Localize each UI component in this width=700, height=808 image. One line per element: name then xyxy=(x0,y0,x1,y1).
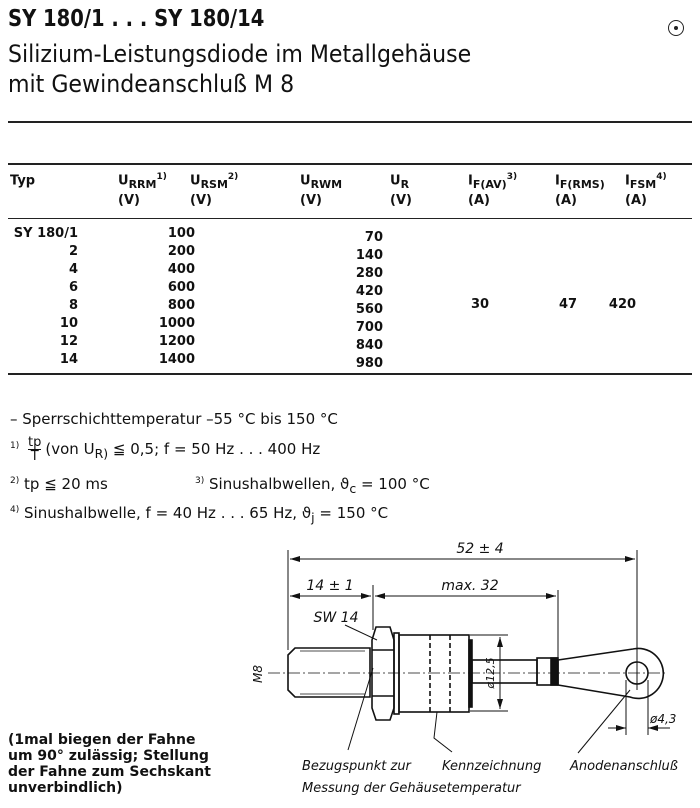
subtitle-line-2: mit Gewindeanschluß M 8 xyxy=(8,70,295,98)
footnote-3-mark: 3) xyxy=(195,476,205,486)
diode-outline xyxy=(288,627,663,720)
cell-urrm-ursm: 100 xyxy=(167,226,195,241)
cell-urwm: 140 xyxy=(355,248,383,263)
cell-typ: SY 180/1 xyxy=(13,226,78,241)
header-subscript: RSM xyxy=(200,177,228,191)
footnote-1-text: (von U xyxy=(45,440,95,458)
bend-note-line: um 90° zulässig; Stellung xyxy=(8,748,209,764)
header-unit: (V) xyxy=(300,192,322,208)
header-footnote: 4) xyxy=(656,172,667,182)
dim-thread-label: 14 ± 1 xyxy=(306,578,354,594)
cell-if-rms: 47 xyxy=(558,297,578,312)
header-subscript: F(RMS) xyxy=(559,177,605,191)
bend-note-line: (1mal biegen der Fahne xyxy=(8,732,196,748)
ref-point-label-1: Bezugspunkt zur xyxy=(302,759,411,774)
footnote-1-rest: ≦ 0,5; f = 50 Hz . . . 400 Hz xyxy=(108,440,321,458)
footnote-1-mark: 1) xyxy=(10,441,20,451)
cell-urwm: 980 xyxy=(355,356,383,371)
footnote-4-mark: 4) xyxy=(10,505,20,515)
footnote-3-sub: c xyxy=(349,481,357,496)
bend-note-line: der Fahne zum Sechskant xyxy=(8,764,211,780)
bend-note-line: unverbindlich) xyxy=(8,780,123,796)
cell-urrm-ursm: 800 xyxy=(167,298,195,313)
footnote-1-sub: R) xyxy=(94,446,109,461)
cell-urrm-ursm: 1400 xyxy=(158,352,195,367)
header-unit: (V) xyxy=(390,192,412,208)
cell-ifsm: 420 xyxy=(608,297,637,312)
footnote-4-text: Sinushalbwelle, f = 40 Hz . . . 65 Hz, ϑ xyxy=(24,504,312,522)
header-unit: (A) xyxy=(625,192,647,208)
header-subscript: RRM xyxy=(128,177,157,191)
body-diameter-label: ø12,5 xyxy=(484,657,497,689)
header-symbol: U xyxy=(190,173,201,189)
footnote-3-text: Sinushalbwellen, ϑ xyxy=(209,475,350,493)
header-subscript: R xyxy=(400,177,410,191)
footnote-4-rest: = 150 °C xyxy=(314,504,389,522)
header-unit: (V) xyxy=(118,192,140,208)
cell-urwm: 70 xyxy=(364,230,383,245)
header-unit: (V) xyxy=(190,192,212,208)
ref-point-label-2: Messung der Gehäusetemperatur xyxy=(302,781,521,796)
cell-urwm: 420 xyxy=(355,284,383,299)
junction-temperature-note: – Sperrschichttemperatur –55 °C bis 150 °C xyxy=(10,410,338,428)
anode-label: Anodenanschluß xyxy=(570,759,678,774)
fraction-denominator: T xyxy=(30,449,39,464)
dim-body-label: max. 32 xyxy=(441,578,499,594)
hole-diameter-label: ø4,3 xyxy=(650,712,677,726)
cell-typ: 12 xyxy=(59,334,78,349)
fraction-numerator: tp xyxy=(28,435,42,450)
header-unit: (A) xyxy=(555,192,577,208)
header-symbol: U xyxy=(300,173,311,189)
header-subscript: F(AV) xyxy=(472,177,507,191)
header-subscript: RWM xyxy=(310,177,343,191)
marking-label: Kennzeichnung xyxy=(442,759,542,774)
header-symbol: I xyxy=(468,173,473,189)
cell-if-av: 30 xyxy=(470,297,490,312)
cell-urrm-ursm: 600 xyxy=(167,280,195,295)
cell-urwm: 280 xyxy=(355,266,383,281)
header-symbol: U xyxy=(390,173,401,189)
header-unit: (A) xyxy=(468,192,490,208)
cell-typ: 6 xyxy=(68,280,78,295)
footnote-4-sub: j xyxy=(311,510,315,525)
header-footnote: 1) xyxy=(156,172,167,182)
cell-urwm: 840 xyxy=(355,338,383,353)
footnote-3-rest: = 100 °C xyxy=(356,475,430,493)
header-footnote: 3) xyxy=(506,172,518,182)
cell-typ: 8 xyxy=(68,298,78,313)
header-symbol: Typ xyxy=(10,173,36,189)
footnote-2-text: tp ≦ 20 ms xyxy=(24,475,108,493)
dim-total-label: 52 ± 4 xyxy=(456,541,504,557)
cell-typ: 4 xyxy=(68,262,78,277)
header-symbol: I xyxy=(555,173,560,189)
page-title: SY 180/1 . . . SY 180/14 xyxy=(8,6,265,32)
header-footnote: 2) xyxy=(227,172,239,182)
cell-typ: 10 xyxy=(59,316,78,331)
header-subscript: FSM xyxy=(629,177,657,191)
cell-typ: 2 xyxy=(68,244,78,259)
header-symbol: I xyxy=(625,173,630,189)
cell-urrm-ursm: 400 xyxy=(167,262,195,277)
cell-urrm-ursm: 1000 xyxy=(158,316,195,331)
thread-label: M8 xyxy=(251,665,265,683)
cell-urwm: 560 xyxy=(355,302,383,317)
wrench-size-label: SW 14 xyxy=(313,610,359,626)
subtitle-line-1: Silizium-Leistungsdiode im Metallgehäuse xyxy=(8,40,472,68)
header-symbol: U xyxy=(118,173,129,189)
cell-typ: 14 xyxy=(59,352,78,367)
cell-urwm: 700 xyxy=(355,320,383,335)
footnote-2-mark: 2) xyxy=(10,476,20,486)
cell-urrm-ursm: 200 xyxy=(167,244,195,259)
cell-urrm-ursm: 1200 xyxy=(158,334,195,349)
